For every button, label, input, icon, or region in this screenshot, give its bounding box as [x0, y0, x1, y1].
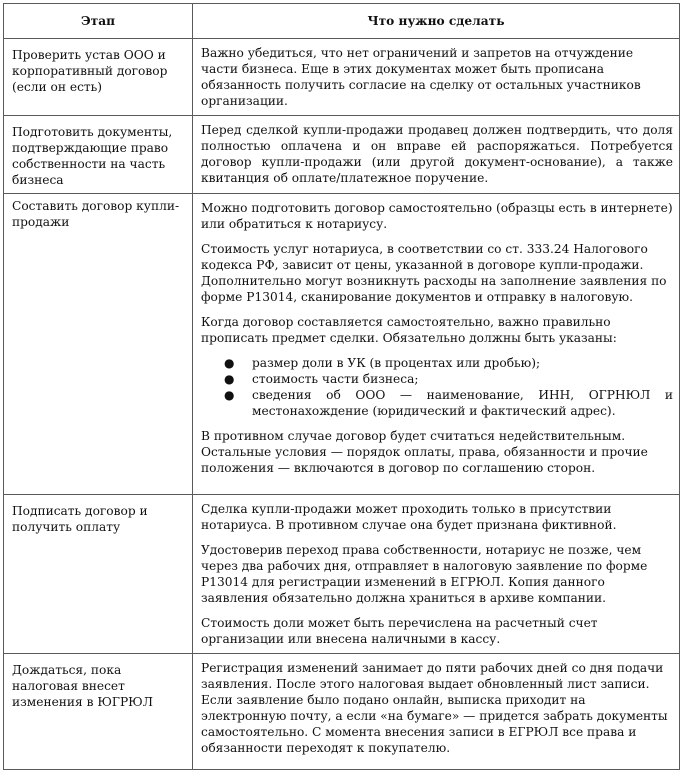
- action-paragraph: Перед сделкой купли-продажи продавец должен подтвердить, что доля полностью оплачена и он вправе ей распоряжаться. Потребуется договор купли-продажи (или другой документ-основание), а также квитанция об оплате/платежное поручение.: [201, 123, 673, 185]
- table-row: [4, 194, 680, 495]
- stage-text: Составить договор купли-продажи: [12, 199, 180, 229]
- requirements-list: [201, 355, 673, 419]
- stage-cell: [4, 495, 193, 654]
- stage-cell: [4, 116, 193, 194]
- action-cell: [193, 495, 680, 654]
- action-cell: [193, 39, 680, 116]
- stage-text: Подписать договор и получить оплату: [12, 504, 148, 534]
- list-item: ● сведения об ООО — наименование, ИНН, ОГРНЮЛ и местонахождение (юридический и фактический адрес).: [224, 388, 673, 418]
- action-paragraph: Можно подготовить договор самостоятельно (образцы есть в интернете) или обратиться к нотариусу.: [201, 201, 673, 231]
- stage-cell: [4, 194, 193, 495]
- action-paragraph: Регистрация изменений занимает до пяти рабочих дней со дня подачи заявления. После этого налоговая выдает обновленный лист записи. Если заявление было подано онлайн, выписка приходит на электронную почту, а если «на бумаге» — придется забрать документы самостоятельно. С момента внесения записи в ЕГРЮЛ все права и обязанности переходят к покупателю.: [201, 661, 668, 755]
- table-header-row: [4, 4, 680, 39]
- action-paragraph: Стоимость услуг нотариуса, в соответствии со ст. 333.24 Налогового кодекса РФ, зависит от цены, указанной в договоре купли-продажи. Дополнительно могут возникнуть расходы на заполнение заявления по форме Р13014, сканирование документов и отправку в налоговую.: [201, 242, 667, 304]
- column-header-stage: Этап: [4, 4, 193, 39]
- action-paragraph: В противном случае договор будет считаться недействительным. Остальные условия — порядок оплаты, права, обязанности и прочие положения — включаются в договор по соглашению сторон.: [201, 429, 648, 475]
- table-row: [4, 116, 680, 194]
- table-row: [4, 495, 680, 654]
- action-paragraph: Когда договор составляется самостоятельно, важно правильно прописать предмет сделки. Обязательно должны быть указаны:: [201, 315, 617, 345]
- bullet-icon: ●: [224, 388, 235, 402]
- action-paragraph: Важно убедиться, что нет ограничений и запретов на отчуждение части бизнеса. Еще в этих документах может быть прописана обязанность получить согласие на сделку от остальных участников организации.: [201, 46, 641, 108]
- table-row: [4, 654, 680, 770]
- action-paragraph: Сделка купли-продажи может проходить только в присутствии нотариуса. В противном случае она будет признана фиктивной.: [201, 502, 617, 532]
- stage-cell: [4, 654, 193, 770]
- action-paragraph: Стоимость доли может быть перечислена на расчетный счет организации или внесена наличными в кассу.: [201, 616, 598, 646]
- list-item: ● размер доли в УК (в процентах или дробью);: [224, 356, 541, 370]
- stage-cell: [4, 39, 193, 116]
- stage-text: Дождаться, пока налоговая внесет изменения в ЮГРЮЛ: [12, 663, 153, 709]
- action-cell: [193, 116, 680, 194]
- list-item: ● стоимость части бизнеса;: [224, 372, 419, 386]
- stage-text: Проверить устав ООО и корпоративный договор (если он есть): [12, 48, 168, 94]
- action-paragraph: Удостоверив переход права собственности, нотариус не позже, чем через два рабочих дня, отправляет в налоговую заявление по форме Р13014 для регистрации изменений в ЕГРЮЛ. Копия данного заявления обязательно должна храниться в архиве компании.: [201, 543, 648, 605]
- steps-table: [3, 3, 680, 770]
- stage-text: Подготовить документы, подтверждающие право собственности на часть бизнеса: [12, 125, 173, 187]
- action-cell: [193, 654, 680, 770]
- table-row: [4, 39, 680, 116]
- bullet-icon: ●: [224, 356, 235, 370]
- bullet-icon: ●: [224, 372, 235, 386]
- action-cell: [193, 194, 680, 495]
- column-header-action: Что нужно сделать: [193, 4, 680, 39]
